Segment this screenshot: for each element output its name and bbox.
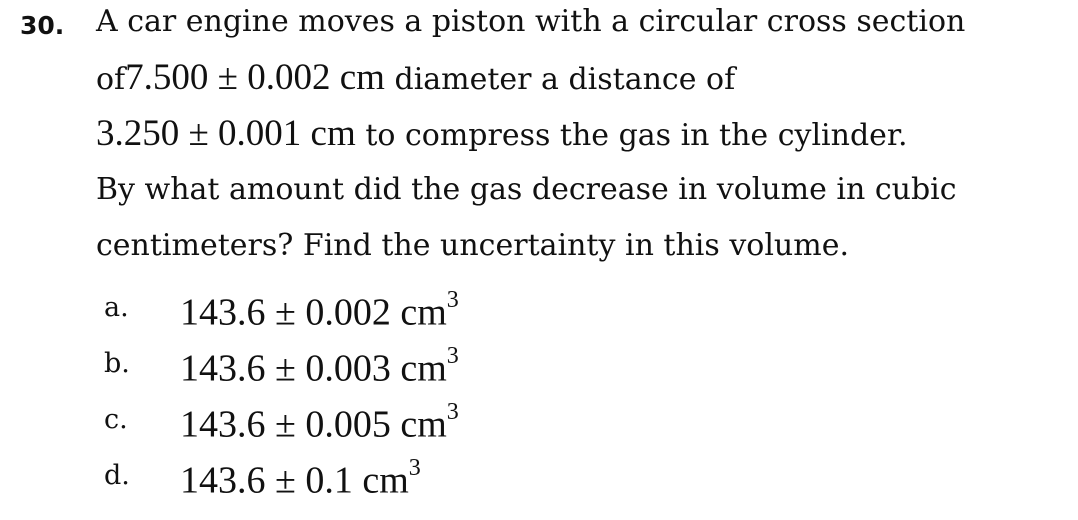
choice-letter: d. xyxy=(104,460,130,491)
choice-letter: c. xyxy=(104,404,128,435)
choice-value xyxy=(180,336,459,393)
choice-value xyxy=(180,280,459,337)
choice-value xyxy=(180,448,421,505)
diameter-value: 7.500 ± 0.002 cm xyxy=(125,57,385,98)
question-stem-line-3 xyxy=(96,114,908,156)
question-stem-line-5: centimeters? Find the uncertainty in this volume. xyxy=(96,228,849,263)
question-stem-line-1: A car engine moves a piston with a circular cross section xyxy=(96,4,966,39)
distance-value: 3.250 ± 0.001 cm xyxy=(96,113,356,154)
choice-text: 143.6 ± 0.003 cm xyxy=(180,347,447,390)
question-stem-line-2 xyxy=(96,58,735,100)
choice-text: 143.6 ± 0.1 cm xyxy=(180,459,409,502)
choice-letter: b. xyxy=(104,348,130,379)
choice-exponent: 3 xyxy=(446,343,459,369)
choice-exponent: 3 xyxy=(446,399,459,425)
stem-text: of xyxy=(96,62,126,97)
choice-text: 143.6 ± 0.005 cm xyxy=(180,403,447,446)
choice-text: 143.6 ± 0.002 cm xyxy=(180,291,447,334)
choice-letter: a. xyxy=(104,292,129,323)
choice-exponent: 3 xyxy=(408,455,421,481)
question-stem-line-4: By what amount did the gas decrease in volume in cubic xyxy=(96,172,957,207)
stem-text: to compress the gas in the cylinder. xyxy=(365,118,908,153)
choice-exponent: 3 xyxy=(446,287,459,313)
choice-value xyxy=(180,392,459,449)
question-number: 30. xyxy=(20,11,65,40)
stem-text: diameter a distance of xyxy=(394,62,736,97)
